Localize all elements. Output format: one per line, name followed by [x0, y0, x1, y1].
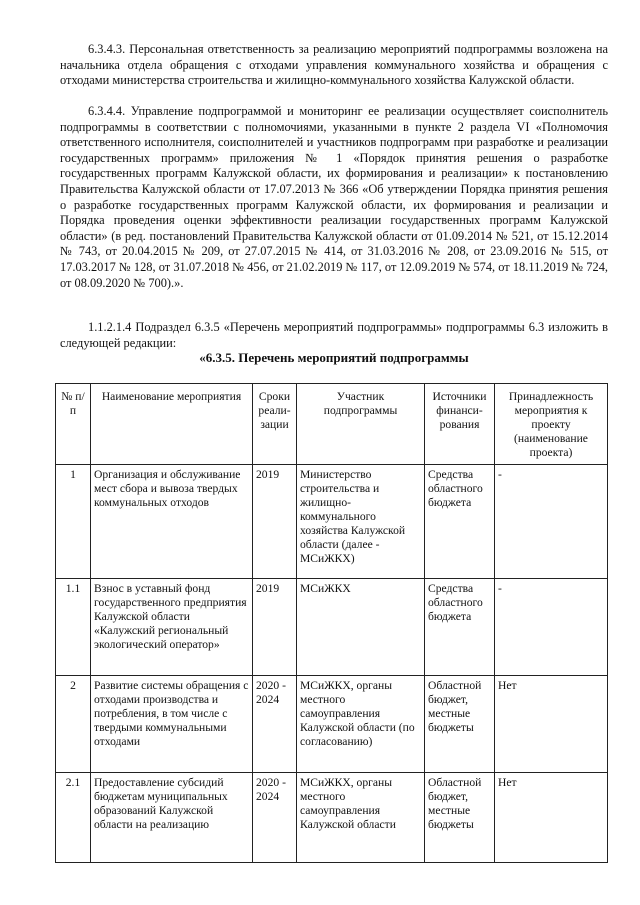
cell-term: 2020 - 2024	[253, 773, 297, 863]
paragraph-6-3-4-4: 6.3.4.4. Управление подпрограммой и мониторинг ее реализации осуществляет соисполнитель подпрограммы в соответствии с полномочиями, указанными в пункте 2 раздела VI «Полномочия ответственного исполнителя, соисполнителей и участников подпрограмм при разработке и реализации государственных программ» приложения № 1 «Порядок принятия решения о разработке государственных программ Калужской области, их формирования и реализации» к постановлению Правительства Калужской области от 17.07.2013 № 366 «Об утверждении Порядка принятия решения о разработке государственных программ Калужской области, их формирования и реализации и Порядка проведения оценки эффективности реализации государственных программ Калужской области» (в ред. постановлений Правительства Калужской области от 01.09.2014 № 521, от 15.12.2014 № 743, от 20.04.2015 № 209, от 27.07.2015 № 414, от 31.03.2016 № 208, от 23.09.2016 № 515, от 17.03.2017 № 128, от 31.07.2018 № 456, от 21.02.2019 № 117, от 12.09.2019 № 574, от 18.11.2019 № 724, от 08.09.2020 № 700).».	[60, 104, 608, 290]
cell-name: Предоставление субсидий бюджетам муниципальных образований Калужской области на реализацию	[91, 773, 253, 863]
section-heading: «6.3.5. Перечень мероприятий подпрограммы	[199, 350, 469, 365]
header-participant: Участник подпрограммы	[297, 384, 425, 465]
cell-name: Организация и обслуживание мест сбора и вывоза твердых коммунальных отходов	[91, 465, 253, 579]
cell-name: Развитие системы обращения с отходами производства и потребления, в том числе с твердыми коммунальными отходами	[91, 676, 253, 773]
header-term: Сроки реали-зации	[253, 384, 297, 465]
cell-project: Нет	[495, 676, 608, 773]
header-name: Наименование мероприятия	[91, 384, 253, 465]
cell-project: Нет	[495, 773, 608, 863]
cell-participant: МСиЖКХ, органы местного самоуправления Калужской области	[297, 773, 425, 863]
cell-participant: Министерство строительства и жилищно-коммунального хозяйства Калужской области (далее - МСиЖКХ)	[297, 465, 425, 579]
table-row	[56, 773, 608, 863]
cell-num: 1.1	[56, 579, 91, 676]
header-project: Принадлежность мероприятия к проекту (наименование проекта)	[495, 384, 608, 465]
cell-source: Средства областного бюджета	[425, 465, 495, 579]
cell-participant: МСиЖКХ, органы местного самоуправления Калужской области (по согласованию)	[297, 676, 425, 773]
cell-num: 1	[56, 465, 91, 579]
paragraph-6-3-4-3: 6.3.4.3. Персональная ответственность за реализацию мероприятий подпрограммы возложена на начальника отдела обращения с отходами управления коммунального хозяйства и обращения с отходами министерства строительства и жилищно-коммунального хозяйства Калужской области.	[60, 42, 608, 88]
cell-project: -	[495, 579, 608, 676]
cell-project: -	[495, 465, 608, 579]
paragraph-1-1-2-1-4: 1.1.2.1.4 Подраздел 6.3.5 «Перечень мероприятий подпрограммы» подпрограммы 6.3 изложить в следующей редакции:	[60, 320, 608, 350]
cell-source: Областной бюджет, местные бюджеты	[425, 773, 495, 863]
header-source: Источники финанси-рования	[425, 384, 495, 465]
measures-table	[55, 383, 608, 863]
table-header-row	[56, 384, 608, 465]
table-row	[56, 579, 608, 676]
cell-source: Средства областного бюджета	[425, 579, 495, 676]
cell-num: 2.1	[56, 773, 91, 863]
table-row	[56, 465, 608, 579]
table-row	[56, 676, 608, 773]
header-num: № п/п	[56, 384, 91, 465]
cell-term: 2019	[253, 465, 297, 579]
cell-name: Взнос в уставный фонд государственного предприятия Калужской области «Калужский региональный экологический оператор»	[91, 579, 253, 676]
cell-term: 2019	[253, 579, 297, 676]
cell-num: 2	[56, 676, 91, 773]
cell-term: 2020 - 2024	[253, 676, 297, 773]
cell-participant: МСиЖКХ	[297, 579, 425, 676]
cell-source: Областной бюджет, местные бюджеты	[425, 676, 495, 773]
